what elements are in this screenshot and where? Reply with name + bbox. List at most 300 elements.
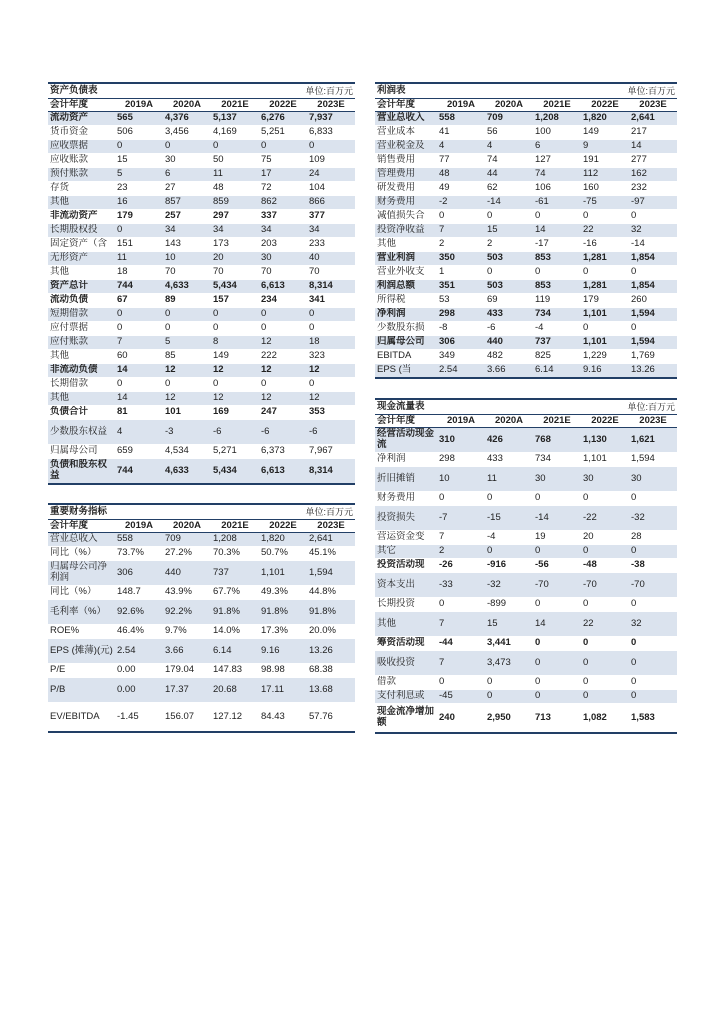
row-label: EPS (当 <box>375 364 437 379</box>
row-value: -4 <box>485 531 533 545</box>
header-year: 2021E <box>211 99 259 112</box>
header-year: 2019A <box>437 99 485 112</box>
row-value: 40 <box>307 252 355 266</box>
table-row <box>375 126 677 140</box>
row-value: -70 <box>581 573 629 598</box>
row-value: 32 <box>629 612 677 637</box>
row-label: 短期借款 <box>48 308 115 322</box>
row-value: 351 <box>437 280 485 294</box>
row-value: -22 <box>581 506 629 531</box>
row-value: 0 <box>485 492 533 506</box>
row-value: -916 <box>485 559 533 573</box>
row-value: 0 <box>629 492 677 506</box>
row-value: 0 <box>307 140 355 154</box>
row-value: 744 <box>115 280 163 294</box>
row-value: 3.66 <box>485 364 533 379</box>
row-label: 固定资产（含 <box>48 238 115 252</box>
row-value: 0 <box>115 140 163 154</box>
row-value: 6,613 <box>259 280 307 294</box>
row-value: 19 <box>533 531 581 545</box>
row-value: 0 <box>259 322 307 336</box>
table-row <box>375 559 677 573</box>
row-value: 0 <box>437 492 485 506</box>
row-value: 2.54 <box>437 364 485 379</box>
row-value: 100 <box>533 126 581 140</box>
row-value: 260 <box>629 294 677 308</box>
row-value: 0 <box>629 690 677 704</box>
row-value: 0 <box>581 651 629 676</box>
row-value: 53 <box>437 294 485 308</box>
row-value: 173 <box>211 238 259 252</box>
row-value: 20.0% <box>307 625 355 639</box>
key-ratios-table <box>48 503 355 733</box>
row-value: 709 <box>163 533 211 547</box>
row-value: 222 <box>259 350 307 364</box>
header-year: 2019A <box>437 415 485 428</box>
row-value: 0 <box>533 210 581 224</box>
row-label: 应付票据 <box>48 322 115 336</box>
row-label: 流动负债 <box>48 294 115 308</box>
table-row <box>48 703 355 733</box>
row-value: 0 <box>163 308 211 322</box>
row-label: 少数股东损 <box>375 322 437 336</box>
row-value: 6 <box>163 168 211 182</box>
row-value: 30 <box>163 154 211 168</box>
row-value: 0 <box>163 140 211 154</box>
row-value: 377 <box>307 210 355 224</box>
row-value: 12 <box>307 364 355 378</box>
row-value: 191 <box>581 154 629 168</box>
row-value: 92.6% <box>115 600 163 625</box>
row-value: 0 <box>307 308 355 322</box>
row-label: 借款 <box>375 676 437 690</box>
row-value: -38 <box>629 559 677 573</box>
row-value: 48 <box>211 182 259 196</box>
table-row <box>375 294 677 308</box>
row-value: 0 <box>629 598 677 612</box>
row-value: 734 <box>533 453 581 467</box>
row-value: 73.7% <box>115 547 163 561</box>
row-value: 143 <box>163 238 211 252</box>
row-value: 0 <box>437 676 485 690</box>
row-value: 9 <box>581 140 629 154</box>
row-value: 60 <box>115 350 163 364</box>
row-value: 17 <box>259 168 307 182</box>
row-value: 27.2% <box>163 547 211 561</box>
header-year: 2019A <box>115 520 163 533</box>
row-label: EPS (摊薄)(元) <box>48 639 115 664</box>
row-value: 5 <box>115 168 163 182</box>
row-value: -26 <box>437 559 485 573</box>
table-row <box>48 154 355 168</box>
row-value: 104 <box>307 182 355 196</box>
row-value: 67 <box>115 294 163 308</box>
row-value: 1 <box>437 266 485 280</box>
row-value: 341 <box>307 294 355 308</box>
row-label: 利润总额 <box>375 280 437 294</box>
row-value: 558 <box>115 533 163 547</box>
row-label: 投资损失 <box>375 506 437 531</box>
table-title-row <box>375 83 677 99</box>
row-label: 资产总计 <box>48 280 115 294</box>
header-year: 2023E <box>629 99 677 112</box>
table-row <box>48 625 355 639</box>
row-value: 6 <box>533 140 581 154</box>
row-value: 0 <box>485 545 533 559</box>
row-value: 4,376 <box>163 112 211 126</box>
table-header-row <box>48 99 355 112</box>
row-value: 0 <box>437 210 485 224</box>
table-row <box>48 280 355 294</box>
row-label: 归属母公司 <box>48 445 115 459</box>
row-value: 0 <box>485 266 533 280</box>
row-label: 负债和股东权益 <box>48 459 115 485</box>
row-label: 营业税金及 <box>375 140 437 154</box>
row-value: -6 <box>307 420 355 445</box>
row-value: 70 <box>211 266 259 280</box>
row-value: 160 <box>581 182 629 196</box>
row-value: 49 <box>437 182 485 196</box>
table-row <box>48 420 355 445</box>
row-value: 713 <box>533 704 581 734</box>
header-year: 2023E <box>307 99 355 112</box>
row-label: 投资净收益 <box>375 224 437 238</box>
table-row <box>375 238 677 252</box>
row-value: 57.76 <box>307 703 355 733</box>
row-value: 13.68 <box>307 678 355 703</box>
table-row <box>48 266 355 280</box>
header-year: 2022E <box>259 520 307 533</box>
row-value: 0 <box>211 378 259 392</box>
table-row <box>48 600 355 625</box>
row-label: 资本支出 <box>375 573 437 598</box>
row-label: 无形资产 <box>48 252 115 266</box>
row-value: 24 <box>307 168 355 182</box>
table-row <box>375 308 677 322</box>
row-value: 28 <box>629 531 677 545</box>
row-value: 565 <box>115 112 163 126</box>
row-value: 74 <box>533 168 581 182</box>
row-value: 0 <box>533 637 581 651</box>
row-label: 毛利率（%） <box>48 600 115 625</box>
row-value: 1,854 <box>629 280 677 294</box>
row-value: 81 <box>115 406 163 420</box>
row-value: 0.00 <box>115 664 163 678</box>
table-row <box>48 445 355 459</box>
row-value: 1,820 <box>259 533 307 547</box>
row-label: 应收账款 <box>48 154 115 168</box>
table-row <box>48 364 355 378</box>
row-value: 1,130 <box>581 428 629 453</box>
row-value: 9.7% <box>163 625 211 639</box>
row-value: 0 <box>533 690 581 704</box>
row-label: 营业利润 <box>375 252 437 266</box>
row-value: 11 <box>211 168 259 182</box>
row-label: 其他 <box>375 612 437 637</box>
table-row <box>48 664 355 678</box>
row-value: 13.26 <box>629 364 677 379</box>
row-value: 22 <box>581 224 629 238</box>
row-value: 34 <box>259 224 307 238</box>
table-row <box>48 459 355 485</box>
row-value: 4,169 <box>211 126 259 140</box>
row-value: 5,434 <box>211 280 259 294</box>
row-value: 34 <box>163 224 211 238</box>
table-row <box>48 308 355 322</box>
table-row <box>48 350 355 364</box>
table-row <box>48 168 355 182</box>
table-row <box>48 224 355 238</box>
row-value: -70 <box>629 573 677 598</box>
income-statement-table <box>375 82 677 379</box>
row-value: 440 <box>163 561 211 586</box>
row-value: 734 <box>533 308 581 322</box>
header-year: 2022E <box>581 415 629 428</box>
row-value: 17.11 <box>259 678 307 703</box>
row-value: 12 <box>163 364 211 378</box>
row-value: 1,281 <box>581 280 629 294</box>
row-value: 30 <box>259 252 307 266</box>
row-value: 112 <box>581 168 629 182</box>
header-year: 2020A <box>485 415 533 428</box>
cash-flow-table <box>375 398 677 734</box>
table-row <box>375 612 677 637</box>
table-row <box>375 573 677 598</box>
row-value: 6.14 <box>533 364 581 379</box>
row-value: -15 <box>485 506 533 531</box>
row-value: 4 <box>437 140 485 154</box>
row-value: 1,229 <box>581 350 629 364</box>
row-value: 0 <box>259 378 307 392</box>
header-year: 2021E <box>211 520 259 533</box>
header-year: 2020A <box>485 99 533 112</box>
row-value: 41 <box>437 126 485 140</box>
row-value: 14 <box>115 392 163 406</box>
row-value: 5,251 <box>259 126 307 140</box>
row-value: 148.7 <box>115 586 163 600</box>
row-value: 659 <box>115 445 163 459</box>
row-value: 5 <box>163 336 211 350</box>
table-title: 资产负债表 <box>48 83 259 99</box>
row-value: 0 <box>259 140 307 154</box>
row-value: 10 <box>163 252 211 266</box>
table-row <box>375 676 677 690</box>
row-value: 0 <box>485 676 533 690</box>
row-value: 67.7% <box>211 586 259 600</box>
row-value: 1,101 <box>581 308 629 322</box>
table-title: 利润表 <box>375 83 581 99</box>
row-value: 297 <box>211 210 259 224</box>
row-label: ROE% <box>48 625 115 639</box>
row-value: 277 <box>629 154 677 168</box>
row-value: 1,854 <box>629 252 677 266</box>
row-label: P/E <box>48 664 115 678</box>
row-value: 825 <box>533 350 581 364</box>
row-label: 销售费用 <box>375 154 437 168</box>
row-value: 0 <box>533 492 581 506</box>
row-value: 2 <box>437 238 485 252</box>
table-row <box>375 112 677 126</box>
row-value: 0 <box>307 378 355 392</box>
row-label: 长期投资 <box>375 598 437 612</box>
table-header-row <box>375 99 677 112</box>
row-value: 853 <box>533 280 581 294</box>
row-label: 营运资金变 <box>375 531 437 545</box>
table-row <box>48 586 355 600</box>
row-value: 240 <box>437 704 485 734</box>
row-value: 862 <box>259 196 307 210</box>
header-year: 2022E <box>581 99 629 112</box>
row-value: 0 <box>629 545 677 559</box>
row-value: 310 <box>437 428 485 453</box>
row-value: 2,641 <box>629 112 677 126</box>
row-value: 30 <box>581 467 629 492</box>
row-value: 0 <box>163 322 211 336</box>
row-value: 23 <box>115 182 163 196</box>
row-value: -33 <box>437 573 485 598</box>
row-value: -6 <box>259 420 307 445</box>
row-value: 337 <box>259 210 307 224</box>
row-value: 50.7% <box>259 547 307 561</box>
row-label: 营业成本 <box>375 126 437 140</box>
table-row <box>375 364 677 379</box>
row-value: 75 <box>259 154 307 168</box>
row-value: 91.8% <box>259 600 307 625</box>
row-value: 10 <box>437 467 485 492</box>
row-value: 0 <box>211 140 259 154</box>
row-value: 306 <box>437 336 485 350</box>
row-label: 其他 <box>48 350 115 364</box>
row-value: -48 <box>581 559 629 573</box>
table-title: 重要财务指标 <box>48 504 259 520</box>
table-row <box>375 210 677 224</box>
row-value: 14 <box>115 364 163 378</box>
row-value: 859 <box>211 196 259 210</box>
row-value: 433 <box>485 308 533 322</box>
table-unit: 单位:百万元 <box>259 83 355 99</box>
row-value: 12 <box>211 364 259 378</box>
row-value: 48 <box>437 168 485 182</box>
row-value: 349 <box>437 350 485 364</box>
row-value: 43.9% <box>163 586 211 600</box>
row-value: 0 <box>533 676 581 690</box>
row-value: -44 <box>437 637 485 651</box>
row-value: 6,276 <box>259 112 307 126</box>
row-value: 101 <box>163 406 211 420</box>
row-label: 其它 <box>375 545 437 559</box>
row-value: 323 <box>307 350 355 364</box>
table-row <box>375 322 677 336</box>
row-value: -14 <box>485 196 533 210</box>
row-value: 156.07 <box>163 703 211 733</box>
table-row <box>48 392 355 406</box>
row-label: 减值损失合 <box>375 210 437 224</box>
table-row <box>375 545 677 559</box>
row-value: 16 <box>115 196 163 210</box>
row-label: 非流动负债 <box>48 364 115 378</box>
row-value: 298 <box>437 308 485 322</box>
row-value: 482 <box>485 350 533 364</box>
row-value: 0 <box>533 598 581 612</box>
header-label: 会计年度 <box>375 99 437 112</box>
row-value: -14 <box>629 238 677 252</box>
table-unit: 单位:百万元 <box>581 399 677 415</box>
row-value: 2.54 <box>115 639 163 664</box>
row-label: 净利润 <box>375 308 437 322</box>
row-label: 应付账款 <box>48 336 115 350</box>
row-label: 其他 <box>48 392 115 406</box>
row-value: 306 <box>115 561 163 586</box>
row-value: 426 <box>485 428 533 453</box>
row-label: 同比（%） <box>48 547 115 561</box>
row-label: 货币资金 <box>48 126 115 140</box>
table-row <box>375 168 677 182</box>
table-row <box>48 182 355 196</box>
row-value: -16 <box>581 238 629 252</box>
row-label: 归属母公司 <box>375 336 437 350</box>
row-value: 14 <box>533 224 581 238</box>
row-value: 46.4% <box>115 625 163 639</box>
row-value: 70 <box>259 266 307 280</box>
row-label: 营业总收入 <box>48 533 115 547</box>
row-label: 现金流净增加额 <box>375 704 437 734</box>
row-value: 7,937 <box>307 112 355 126</box>
row-value: 12 <box>307 392 355 406</box>
row-value: 5,137 <box>211 112 259 126</box>
table-row <box>48 112 355 126</box>
row-value: 0 <box>629 637 677 651</box>
table-row <box>48 196 355 210</box>
header-year: 2021E <box>533 415 581 428</box>
row-label: 筹资活动现 <box>375 637 437 651</box>
row-value: 62 <box>485 182 533 196</box>
table-row <box>375 154 677 168</box>
table-row <box>48 322 355 336</box>
row-value: 12 <box>259 336 307 350</box>
header-year: 2023E <box>629 415 677 428</box>
row-value: 44 <box>485 168 533 182</box>
table-row <box>48 547 355 561</box>
table-unit: 单位:百万元 <box>581 83 677 99</box>
header-year: 2019A <box>115 99 163 112</box>
row-value: 32 <box>629 224 677 238</box>
row-value: 1,281 <box>581 252 629 266</box>
row-value: 69 <box>485 294 533 308</box>
row-value: -6 <box>211 420 259 445</box>
row-value: 709 <box>485 112 533 126</box>
row-value: -6 <box>485 322 533 336</box>
row-label: 长期借款 <box>48 378 115 392</box>
row-value: 106 <box>533 182 581 196</box>
row-value: -17 <box>533 238 581 252</box>
row-value: 744 <box>115 459 163 485</box>
table-row <box>375 224 677 238</box>
row-value: 0.00 <box>115 678 163 703</box>
row-value: 768 <box>533 428 581 453</box>
row-value: 4 <box>485 140 533 154</box>
row-label: 非流动资产 <box>48 210 115 224</box>
row-value: 234 <box>259 294 307 308</box>
row-value: 0 <box>485 690 533 704</box>
row-value: 1,208 <box>533 112 581 126</box>
table-row <box>48 678 355 703</box>
table-row <box>48 210 355 224</box>
table-row <box>375 428 677 453</box>
row-value: 49.3% <box>259 586 307 600</box>
row-value: 179.04 <box>163 664 211 678</box>
row-value: 109 <box>307 154 355 168</box>
row-label: 所得税 <box>375 294 437 308</box>
